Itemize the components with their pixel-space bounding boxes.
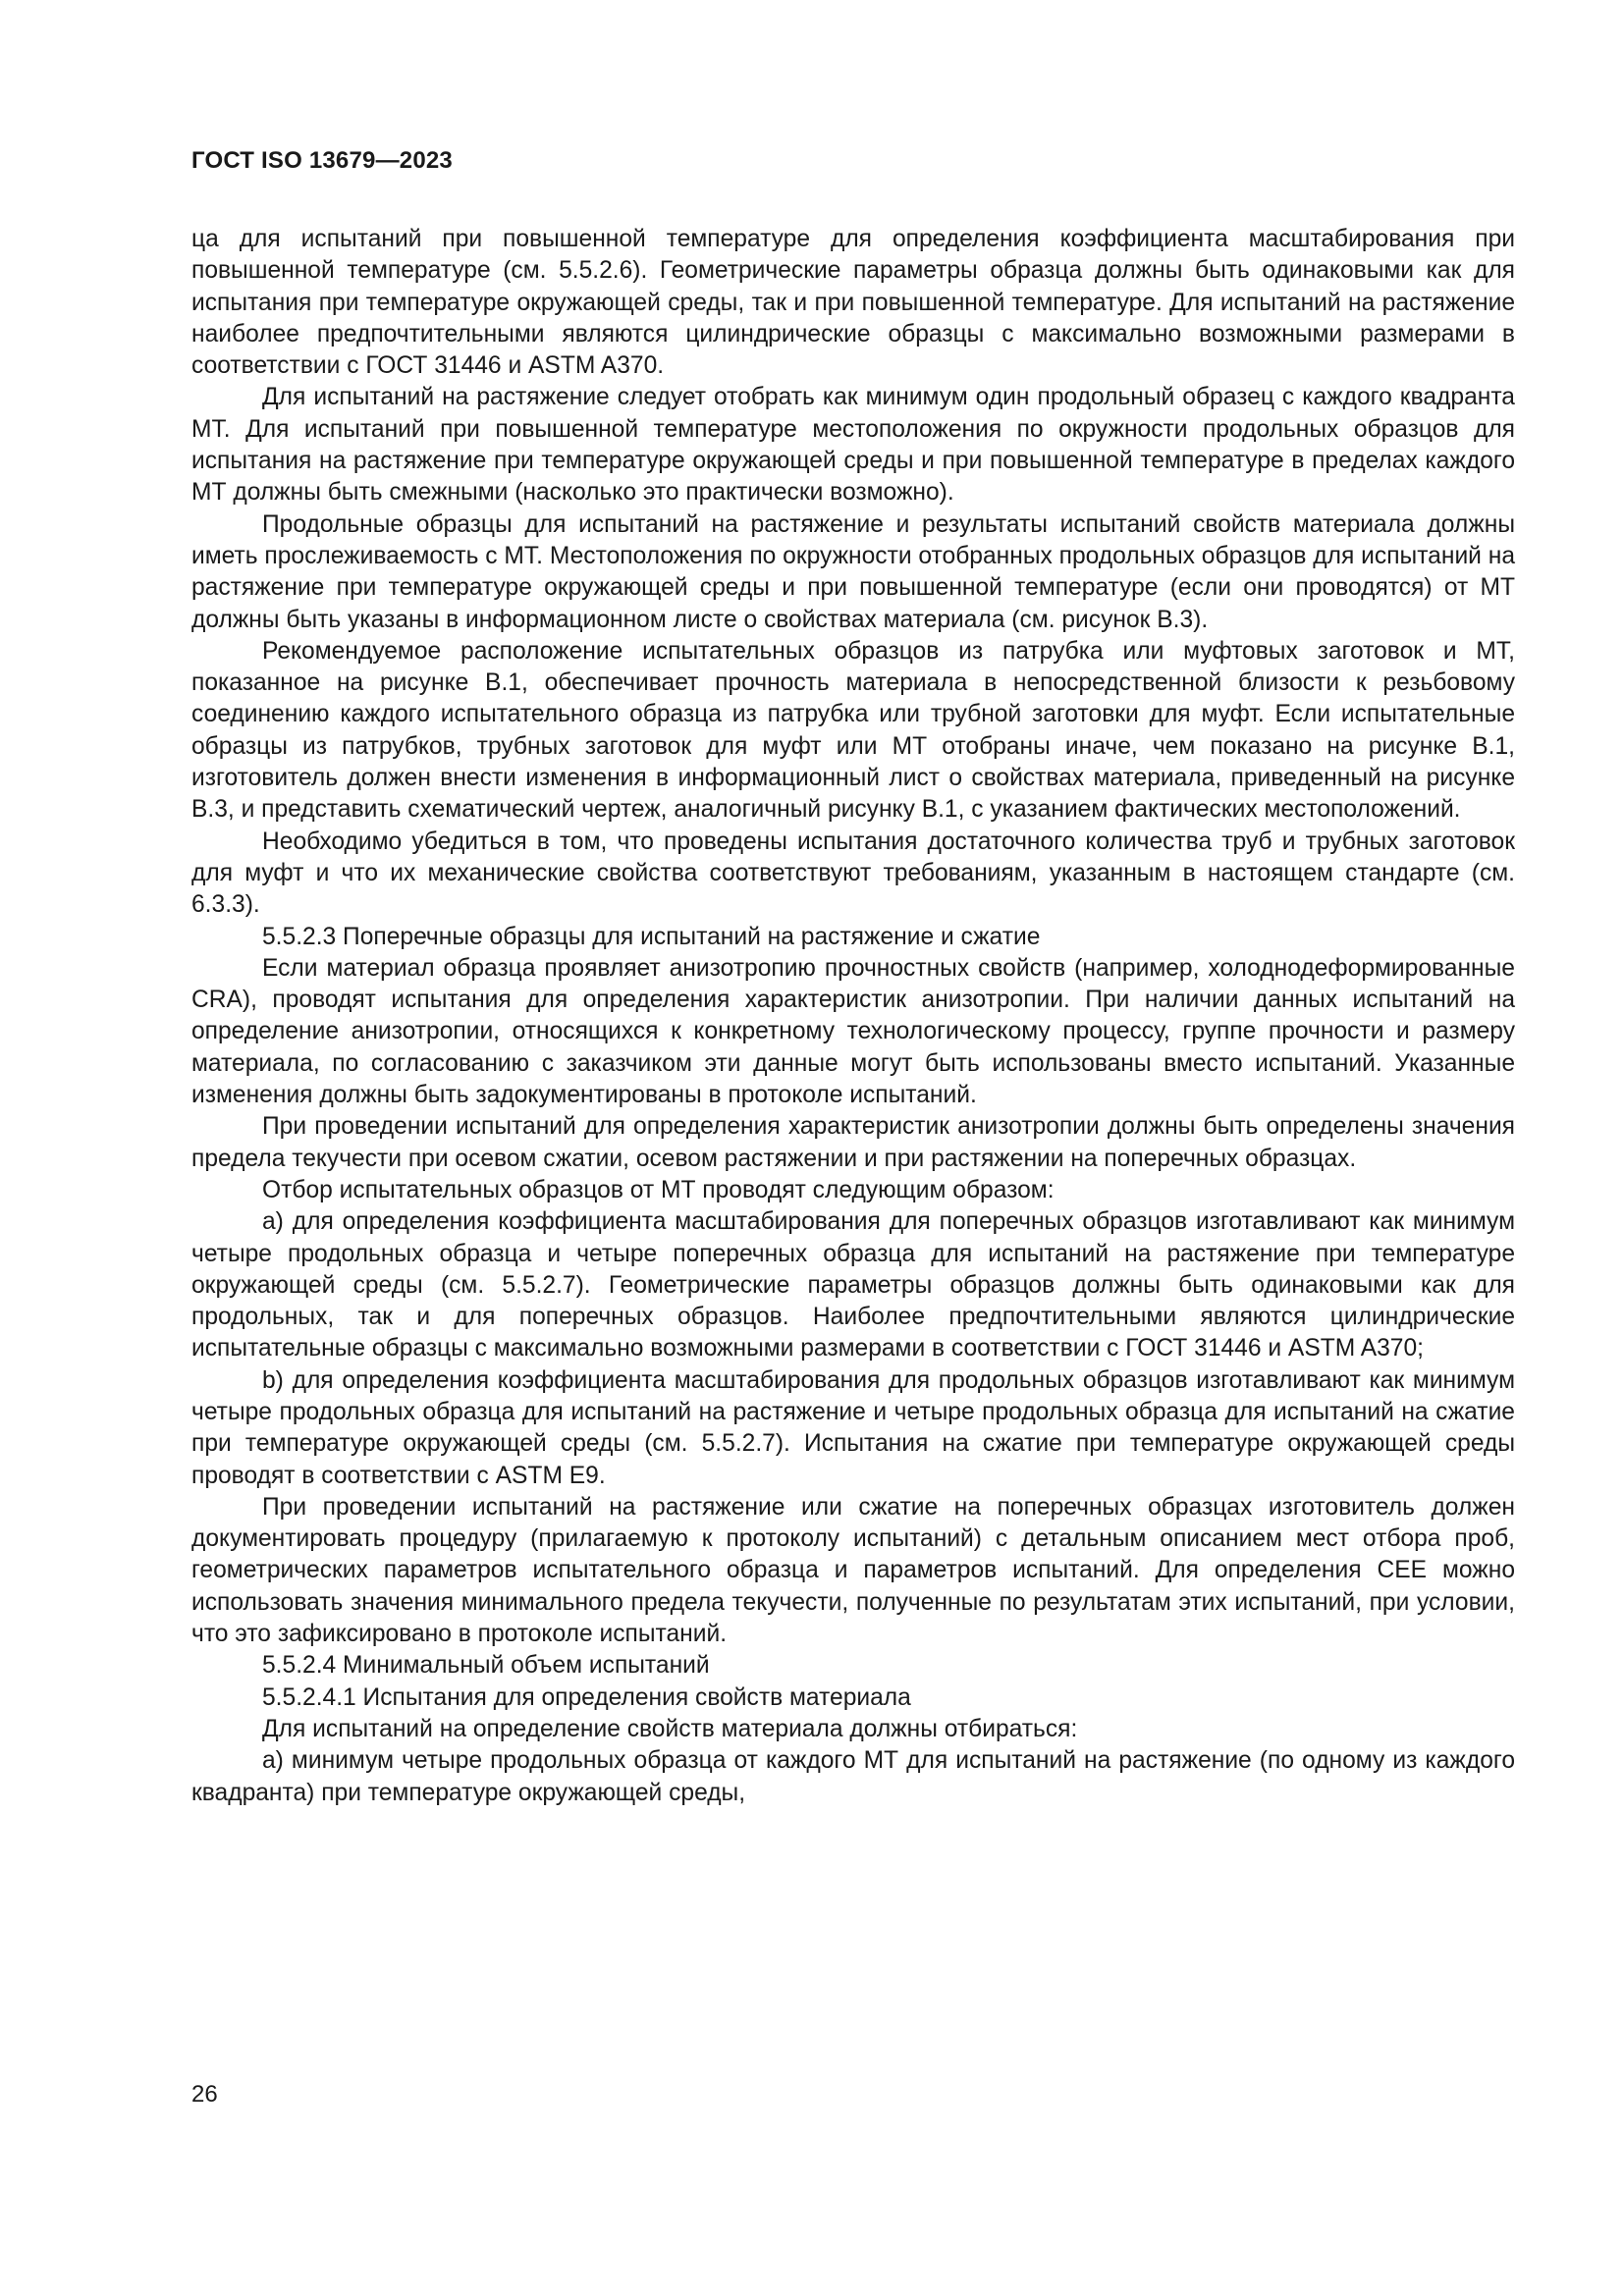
section-heading-5-5-2-3: 5.5.2.3 Поперечные образцы для испытаний на растяжение и сжатие [262,923,1041,950]
paragraph: Для испытаний на определение свойств материала должны отбираться: [262,1715,1078,1742]
list-item-a: а) минимум четыре продольных образца от каждого МТ для испытаний на растяжение (по одному из каждого квадранта) при температуре окружающей среды, [191,1747,1515,1806]
section-heading-5-5-2-4: 5.5.2.4 Минимальный объем испытаний [262,1652,710,1680]
list-item-a: а) для определения коэффициента масштабирования для поперечных образцов изготавливают как минимум четыре продольных образца и четыре поперечных образца для испытаний на растяжение при температуре окружающей среды (см. 5.5.2.7). Геометрические параметры образцов должны быть одинаковыми как для продольных, так и для поперечных образцов. Наиболее предпочтительными являются цилиндрические испытательные образцы с максимально возможными размерами в соответствии с ГОСТ 31446 и ASTM A370; [191,1208,1515,1362]
document-body [191,224,1515,1809]
paragraph-continuation: ца для испытаний при повышенной температуре для определения коэффициента масштабирования при повышенной температуре (см. 5.5.2.6). Геометрические параметры образца должны быть одинаковыми как для испытания при температуре окружающей среды, так и при повышенной температуре. Для испытаний на растяжение наиболее предпочтительными являются цилиндрические образцы с максимально возможными размерами в соответствии с ГОСТ 31446 и ASTM A370. [191,226,1515,380]
paragraph: Продольные образцы для испытаний на растяжение и результаты испытаний свойств материала должны иметь прослеживаемость с МТ. Местоположения по окружности отобранных продольных образцов для испытаний на растяжение при температуре окружающей среды и при повышенной температуре (если они проводятся) от МТ должны быть указаны в информационном листе о свойствах материала (см. рисунок В.3). [191,510,1516,633]
page-number: 26 [191,2081,218,2108]
section-heading-5-5-2-4-1: 5.5.2.4.1 Испытания для определения свойств материала [262,1683,911,1711]
paragraph: Отбор испытательных образцов от МТ проводят следующим образом: [262,1176,1055,1203]
paragraph: Для испытаний на растяжение следует отобрать как минимум один продольный образец с каждого квадранта МТ. Для испытаний при повышенной температуре местоположения по окружности продольных образцов для испытания на растяжение при температуре окружающей среды и при повышенной температуре в пределах каждого МТ должны быть смежными (насколько это практически возможно). [191,384,1515,507]
list-item-b: b) для определения коэффициента масштабирования для продольных образцов изготавливают как минимум четыре продольных образца для испытаний на растяжение и четыре продольных образца для испытаний на сжатие при температуре окружающей среды (см. 5.5.2.7). Испытания на сжатие при температуре окружающей среды проводят в соответствии с ASTM E9. [191,1366,1515,1489]
paragraph: Необходимо убедиться в том, что проведены испытания достаточного количества труб и трубных заготовок для муфт и что их механические свойства соответствуют требованиям, указанным в настоящем стандарте (см. 6.3.3). [191,828,1515,919]
paragraph: При проведении испытаний для определения характеристик анизотропии должны быть определены значения предела текучести при осевом сжатии, осевом растяжении и при растяжении на поперечных образцах. [191,1113,1515,1172]
paragraph: Рекомендуемое расположение испытательных образцов из патрубка или муфтовых заготовок и МТ, показанное на рисунке В.1, обеспечивает прочность материала в непосредственной близости к резьбовому соединению каждого испытательного образца из патрубка или трубной заготовки для муфт. Если испытательные образцы из патрубков, трубных заготовок для муфт или МТ отобраны иначе, чем показано на рисунке В.1, изготовитель должен внести изменения в информационный лист о свойствах материала, приведенный на рисунке В.3, и представить схематический чертеж, аналогичный рисунку В.1, с указанием фактических местоположений. [191,637,1515,824]
paragraph: Если материал образца проявляет анизотропию прочностных свойств (например, холоднодеформированные CRA), проводят испытания для определения характеристик анизотропии. При наличии данных испытаний на определение анизотропии, относящихся к конкретному технологическому процессу, группе прочности и размеру материала, по согласованию с заказчиком эти данные могут быть использованы вместо испытаний. Указанные изменения должны быть задокументированы в протоколе испытаний. [191,954,1515,1109]
paragraph: При проведении испытаний на растяжение или сжатие на поперечных образцах изготовитель должен документировать процедуру (прилагаемую к протоколу испытаний) с детальным описанием мест отбора проб, геометрических параметров испытательного образца и параметров испытаний. Для определения CEE можно использовать значения минимального предела текучести, полученные по результатам этих испытаний, при условии, что это зафиксировано в протоколе испытаний. [191,1493,1515,1648]
document-header: ГОСТ ISO 13679—2023 [191,147,453,174]
